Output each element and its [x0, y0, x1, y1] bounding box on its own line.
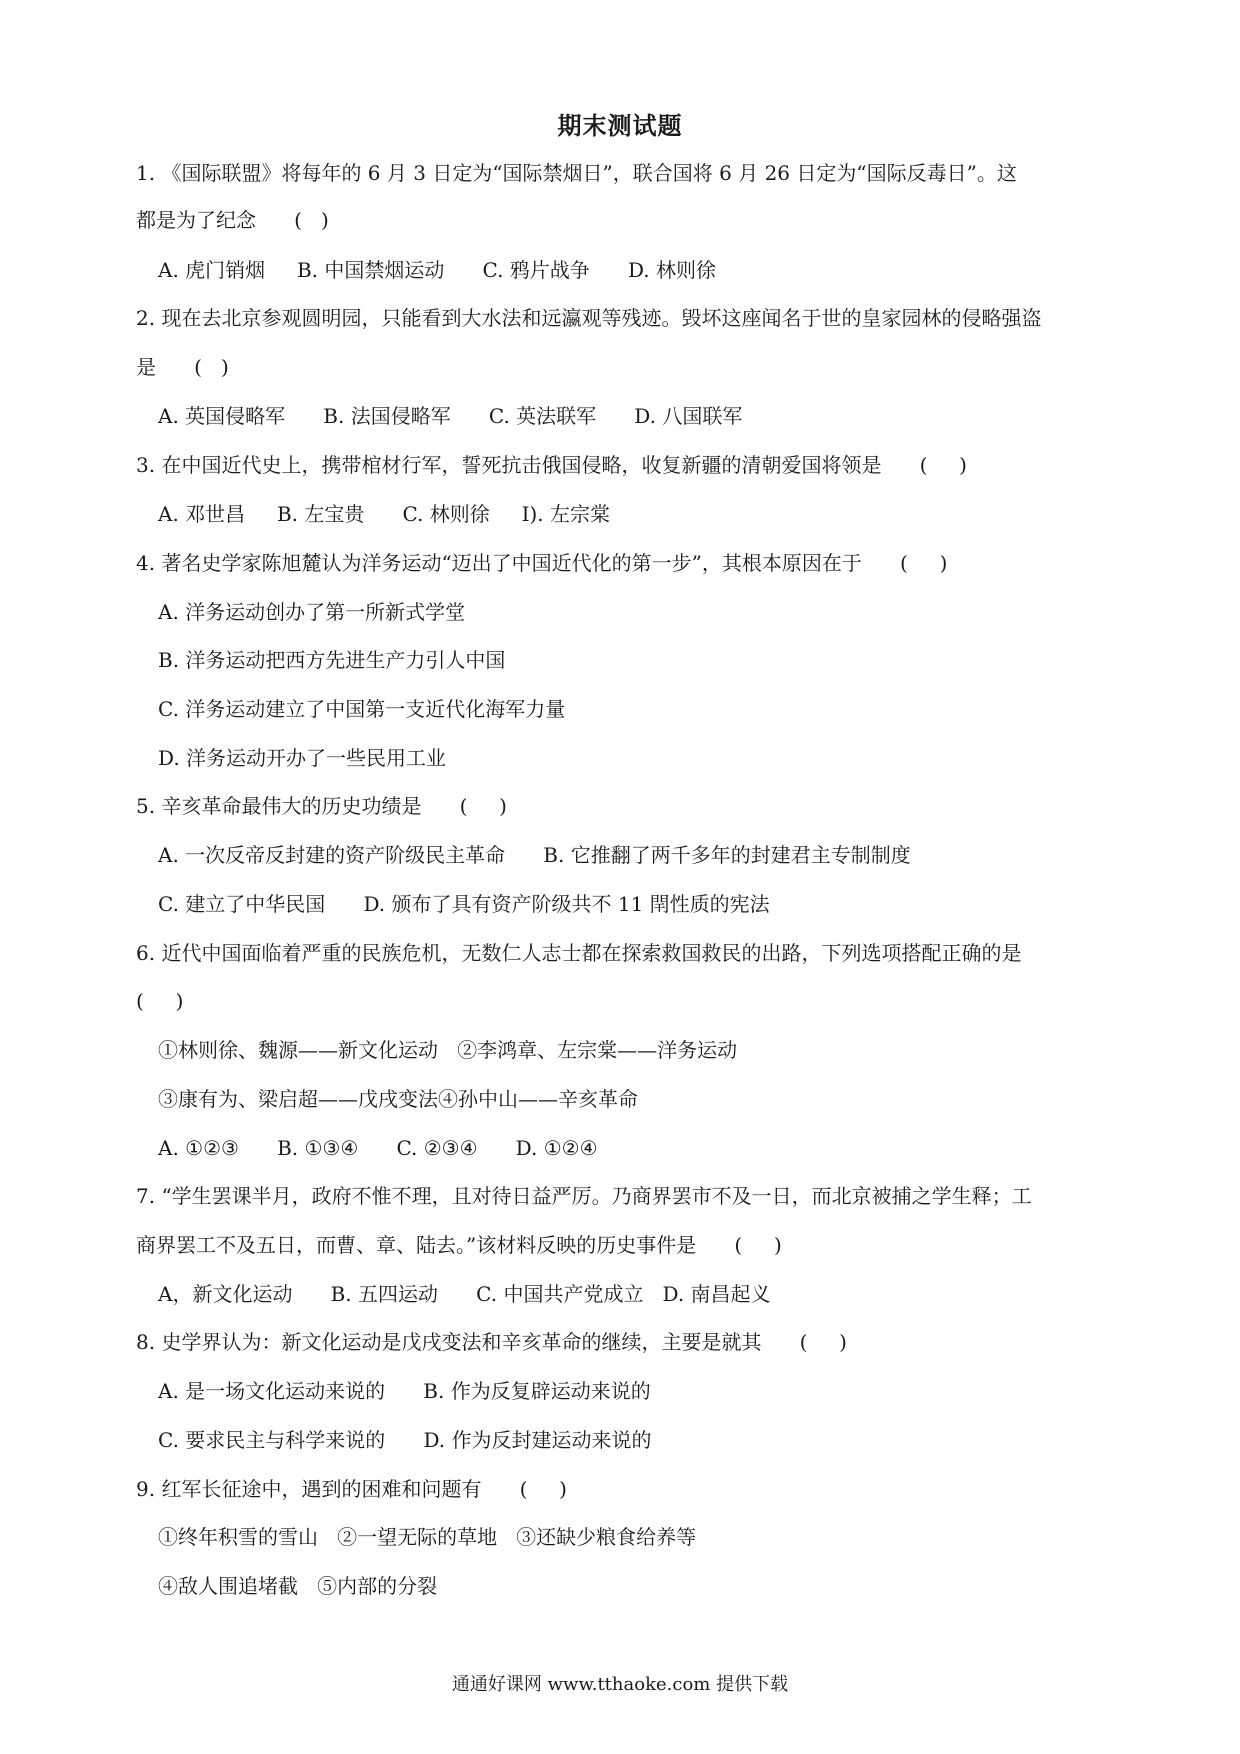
page-title: 期末测试题: [557, 111, 683, 140]
question-1-stem-line-2: 都是为了纪念 ( ): [136, 208, 329, 232]
question-4-stem: 4. 著名史学家陈旭麓认为洋务运动“迈出了中国近代化的第一步”，其根本原因在于 ( ): [136, 551, 948, 575]
question-9-statements-1: ①终年积雪的雪山 ②一望无际的草地 ③还缺少粮食给养等: [158, 1525, 697, 1549]
question-2-options: A. 英国侵略军 B. 法国侵略军 C. 英法联军 D. 八国联军: [158, 404, 743, 428]
question-4-option-c: C. 洋务运动建立了中国第一支近代化海军力量: [158, 697, 566, 721]
question-4-option-b: B. 洋务运动把西方先进生产力引人中国: [158, 648, 506, 672]
question-1-stem-line-1: 1. 《国际联盟》将每年的 6 月 3 日定为“国际禁烟日”，联合国将 6 月 26 日定为“国际反毒日”。这: [136, 161, 1017, 185]
question-3-stem: 3. 在中国近代史上，携带棺材行军，誓死抗击俄国侵略，收复新疆的清朝爱国将领是 ( ): [136, 453, 967, 477]
question-7-stem-line-2: 商界罢工不及五日，而曹、章、陆去。”该材料反映的历史事件是 ( ): [136, 1233, 782, 1257]
question-6-options: A. ①②③ B. ①③④ C. ②③④ D. ①②④: [158, 1136, 598, 1160]
question-4-option-a: A. 洋务运动创办了第一所新式学堂: [158, 600, 466, 624]
question-2-stem-line-2: 是 ( ): [136, 355, 229, 379]
question-7-options: A，新文化运动 B. 五四运动 C. 中国共产党成立 D. 南昌起义: [158, 1282, 771, 1306]
question-8-options-1: A. 是一场文化运动来说的 B. 作为反复辟运动来说的: [158, 1379, 651, 1403]
question-1-options: A. 虎门销烟 B. 中国禁烟运动 C. 鸦片战争 D. 林则徐: [158, 258, 716, 282]
question-5-stem: 5. 辛亥革命最伟大的历史功绩是 ( ): [136, 794, 507, 818]
question-7-stem-line-1: 7. “学生罢课半月，政府不惟不理，且对待日益严厉。乃商界罢市不及一日，而北京被捕之学生释；工: [136, 1184, 1032, 1208]
question-4-option-d: D. 洋务运动开办了一些民用工业: [158, 746, 447, 770]
question-6-stem-line-1: 6. 近代中国面临着严重的民族危机，无数仁人志士都在探索救国救民的出路，下列选项搭配正确的是: [136, 941, 1022, 965]
question-9-stem: 9. 红军长征途中，遇到的困难和问题有 ( ): [136, 1477, 567, 1501]
question-6-statements-2: ③康有为、梁启超——戊戌变法④孙中山——辛亥革命: [158, 1087, 638, 1111]
question-3-options: A. 邓世昌 B. 左宝贵 C. 林则徐 I). 左宗棠: [158, 502, 611, 526]
question-5-options-2: C. 建立了中华民国 D. 颁布了具有资产阶级共不 11 閈性质的宪法: [158, 892, 770, 916]
question-5-options-1: A. 一次反帝反封建的资产阶级民主革命 B. 它推翻了两千多年的封建君主专制制度: [158, 843, 911, 867]
question-9-statements-2: ④敌人围追堵截 ⑤内部的分裂: [158, 1574, 438, 1598]
page-footer: 通通好课网 www.tthaoke.com 提供下载: [451, 1674, 789, 1695]
question-8-stem: 8. 史学界认为：新文化运动是戊戌变法和辛亥革命的继续，主要是就其 ( ): [136, 1330, 847, 1354]
question-2-stem-line-1: 2. 现在去北京参观圆明园，只能看到大水法和远瀛观等残迹。毁坏这座闻名于世的皇家园林的侵略强盗: [136, 306, 1042, 330]
question-8-options-2: C. 要求民主与科学来说的 D. 作为反封建运动来说的: [158, 1428, 652, 1452]
question-6-statements-1: ①林则徐、魏源——新文化运动 ②李鸿章、左宗棠——洋务运动: [158, 1038, 738, 1062]
question-6-stem-line-2: ( ): [136, 989, 184, 1013]
